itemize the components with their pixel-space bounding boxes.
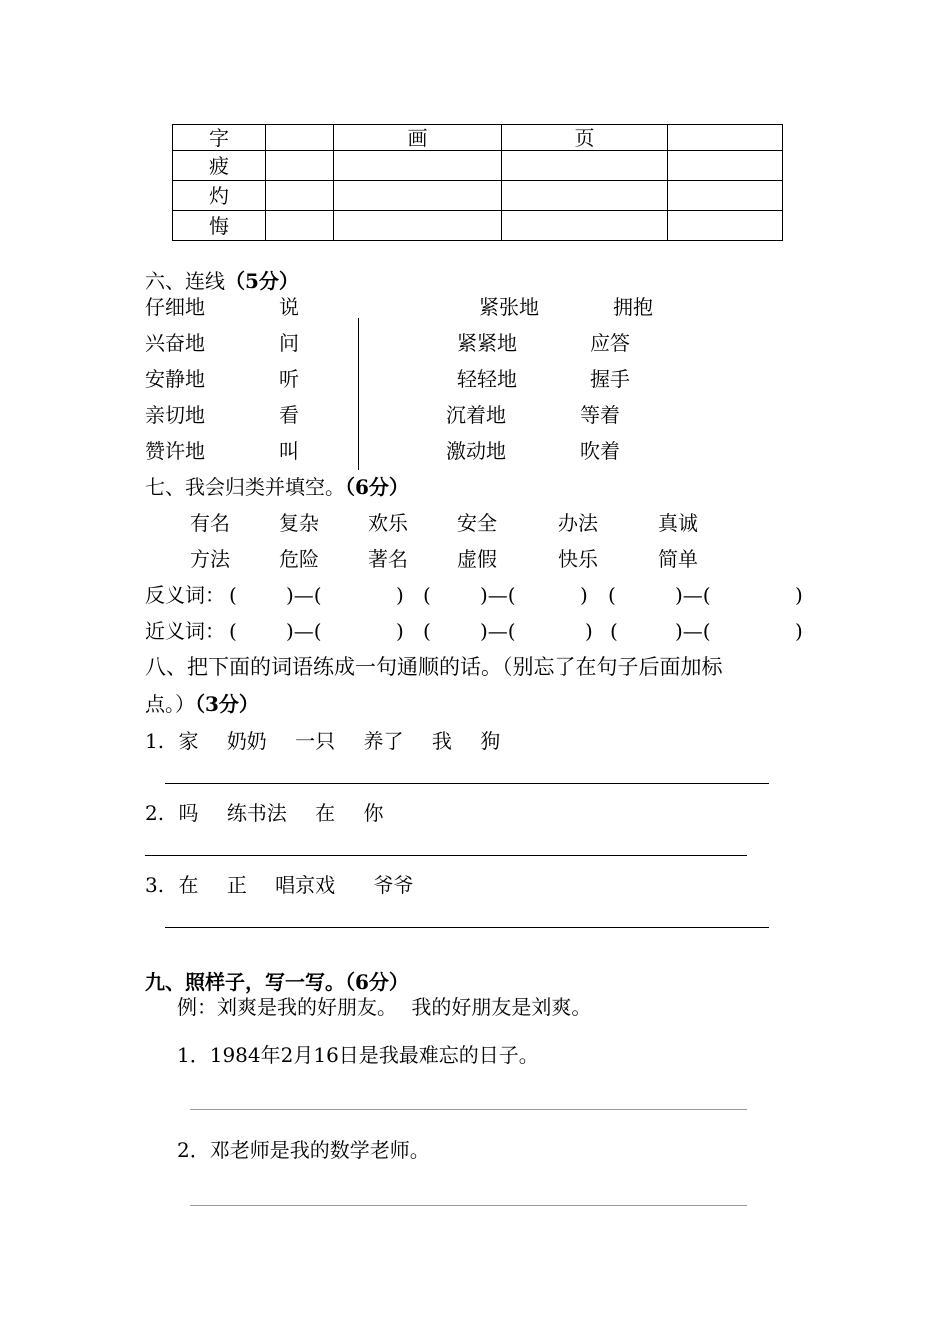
word-chip: 吗: [178, 801, 199, 825]
word-item: 复杂: [279, 511, 319, 535]
item-number: 1.: [145, 729, 165, 753]
sentence-item-2: [145, 803, 384, 823]
answer-line[interactable]: [190, 1205, 747, 1206]
match-left-verb[interactable]: 听: [279, 367, 299, 391]
match-left-verb[interactable]: 问: [279, 331, 299, 355]
word-chip: 狗: [480, 729, 501, 753]
answer-line[interactable]: [165, 927, 769, 928]
word-chip: 在: [178, 873, 199, 897]
match-right-adverb[interactable]: 沉着地: [446, 403, 506, 427]
word-chip: 我: [431, 729, 452, 753]
section-7-heading: [145, 477, 409, 497]
table-cell-blank[interactable]: [334, 211, 502, 241]
table-row: [173, 211, 783, 241]
word-item: 虚假: [457, 547, 497, 571]
match-right-adverb[interactable]: 激动地: [446, 439, 506, 463]
word-item: 简单: [658, 547, 698, 571]
blank-paren: (: [423, 583, 431, 607]
match-right-verb[interactable]: 应答: [590, 331, 630, 355]
word-item: 危险: [279, 547, 319, 571]
blank-paren: (: [229, 619, 237, 643]
match-left-adverb[interactable]: 兴奋地: [145, 331, 205, 355]
match-right-adverb[interactable]: 轻轻地: [457, 367, 517, 391]
match-right-verb[interactable]: 吹着: [580, 439, 620, 463]
rewrite-item-1: 1．1984年2月16日是我最难忘的日子。: [177, 1043, 539, 1067]
blank-paren: )—(: [480, 619, 516, 643]
item-number: 2.: [145, 801, 165, 825]
blank-paren: )—(: [480, 583, 516, 607]
word-chip: 你: [363, 801, 384, 825]
table-header: 字: [173, 125, 266, 151]
word-chip: 奶奶: [226, 729, 267, 753]
section-title: 九、照样子，写一写。: [145, 970, 345, 994]
word-item: 办法: [558, 511, 598, 535]
word-chip: 家: [178, 729, 199, 753]
table-header: 页: [502, 125, 668, 151]
section-6-heading: [145, 271, 299, 291]
section-score: （3分）: [195, 692, 259, 716]
match-right-verb[interactable]: 等着: [580, 403, 620, 427]
table-cell-blank[interactable]: [502, 181, 668, 211]
match-left-verb[interactable]: 看: [279, 403, 299, 427]
word-item: 真诚: [658, 511, 698, 535]
match-left-verb[interactable]: 叫: [279, 439, 299, 463]
blank-paren: ): [585, 619, 593, 643]
answer-line[interactable]: [165, 783, 769, 784]
table-cell-char: 灼: [173, 181, 266, 211]
example-sentence: 刘爽是我的好朋友。: [217, 995, 397, 1019]
word-chip: 一只: [295, 729, 336, 753]
table-cell-blank[interactable]: [334, 151, 502, 181]
word-item: 有名: [190, 511, 230, 535]
word-item: 方法: [190, 547, 230, 571]
blank-paren: (: [610, 619, 618, 643]
example-sentence: 我的好朋友是刘爽。: [411, 995, 592, 1019]
answer-line[interactable]: [190, 1109, 747, 1110]
word-chip: 养了: [363, 729, 404, 753]
table-header: [266, 125, 334, 151]
table-cell-blank[interactable]: [266, 181, 334, 211]
section-8-heading-2: [145, 694, 259, 714]
table-cell-blank[interactable]: [668, 181, 783, 211]
table-cell-blank[interactable]: [502, 151, 668, 181]
word-item: 快乐: [558, 547, 598, 571]
table-cell-blank[interactable]: [266, 211, 334, 241]
word-chip: 爷爷: [373, 873, 414, 897]
blank-paren: (: [423, 619, 431, 643]
table-cell-blank[interactable]: [502, 211, 668, 241]
section-title: 六、连线: [145, 269, 225, 293]
match-right-verb[interactable]: 握手: [590, 367, 630, 391]
answer-line[interactable]: [145, 855, 747, 856]
divider-line: [358, 318, 359, 470]
blank-paren: (: [229, 583, 237, 607]
table-cell-char: 疲: [173, 151, 266, 181]
blank-paren: ): [795, 583, 803, 607]
word-chip: 正: [226, 873, 247, 897]
match-right-verb[interactable]: 拥抱: [613, 295, 653, 319]
section-9-heading: [145, 972, 409, 992]
blank-paren: )—(: [286, 619, 322, 643]
antonym-label: 反义词：: [145, 583, 225, 607]
table-row: [173, 151, 783, 181]
table-header: 画: [334, 125, 502, 151]
sentence-item-3: [145, 875, 414, 895]
blank-paren: ): [396, 619, 404, 643]
example-label: 例：: [177, 995, 217, 1019]
section-title: 点。）: [145, 692, 195, 716]
word-item: 欢乐: [368, 511, 408, 535]
blank-paren: (: [608, 583, 616, 607]
section-score: （6分）: [345, 970, 409, 994]
match-left-adverb[interactable]: 安静地: [145, 367, 205, 391]
table-header-row: [173, 125, 783, 151]
item-number: 3.: [145, 873, 165, 897]
table-row: [173, 181, 783, 211]
word-chip: 唱京戏: [275, 873, 336, 897]
match-right-adverb[interactable]: 紧紧地: [457, 331, 517, 355]
table-cell-blank[interactable]: [266, 151, 334, 181]
section-8-title: 八、把下面的词语练成一句通顺的话。（别忘了在句子后面加标: [145, 655, 723, 679]
word-item: 著名: [368, 547, 408, 571]
table-cell-char: 悔: [173, 211, 266, 241]
synonym-label: 近义词：: [145, 619, 225, 643]
match-left-adverb[interactable]: 亲切地: [145, 403, 205, 427]
match-right-adverb[interactable]: 紧张地: [479, 295, 539, 319]
match-left-adverb[interactable]: 赞许地: [145, 439, 205, 463]
blank-paren: )—(: [675, 619, 711, 643]
blank-paren: ): [795, 619, 803, 643]
example-line: [177, 997, 591, 1017]
section-score: （6分）: [345, 475, 409, 499]
table-header: [668, 125, 783, 151]
rewrite-item-2: 2．邓老师是我的数学老师。: [177, 1138, 430, 1162]
match-left-verb[interactable]: 说: [279, 295, 299, 319]
match-left-adverb[interactable]: 仔细地: [145, 295, 205, 319]
blank-paren: ): [396, 583, 404, 607]
blank-paren: )—(: [286, 583, 322, 607]
dictionary-table: [172, 124, 783, 241]
sentence-item-1: [145, 731, 500, 751]
blank-paren: )—(: [675, 583, 711, 607]
blank-paren: ): [580, 583, 588, 607]
word-chip: 练书法: [226, 801, 287, 825]
section-score: （5分）: [225, 269, 299, 293]
word-item: 安全: [457, 511, 497, 535]
word-chip: 在: [315, 801, 336, 825]
table-cell-blank[interactable]: [334, 181, 502, 211]
table-cell-blank[interactable]: [668, 151, 783, 181]
section-title: 七、我会归类并填空。: [145, 475, 345, 499]
table-cell-blank[interactable]: [668, 211, 783, 241]
